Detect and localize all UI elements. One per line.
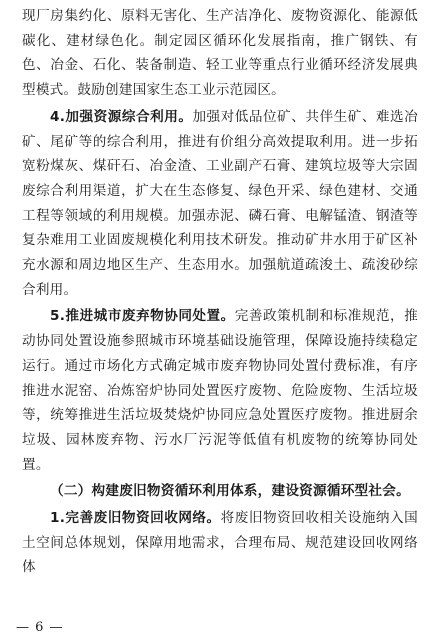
paragraph-lead-heading: 1.完善废旧物资回收网络。 — [50, 510, 221, 527]
paragraph-urban-waste — [22, 304, 418, 477]
paragraph-lead-heading: 5.推进城市废弃物协同处置。 — [50, 308, 235, 325]
page-number: — 6 — — [16, 620, 64, 635]
paragraph-text: 完善政策机制和标准规范，推动协同处置设施参照城市环境基础设施管理，保障设施持续稳定运行。通过市场化方式确定城市废弃物协同处置付费标准，有序推进水泥窑、冶炼窑炉协同处置医疗废物、危险废物、生活垃圾等，统筹推进生活垃圾焚烧炉协同应急处置医疗废物。推进厨余垃圾、园林废弃物、污水厂污泥等低值有机废物的统筹协同处置。 — [22, 308, 419, 473]
paragraph-text: 现厂房集约化、原料无害化、生产洁净化、废物资源化、能源低碳化、建材绿色化。制定园区循环化发展指南，推广钢铁、有色、冶金、石化、装备制造、轻工业等重点行业循环经济发展典型模式。鼓励创建国家生态工业示范园区。 — [22, 8, 418, 99]
paragraph-recycling-network — [22, 506, 418, 580]
paragraph-lead-heading: 4.加强资源综合利用。 — [50, 108, 193, 125]
paragraph-continuation — [22, 4, 418, 103]
paragraph-text: 加强对低品位矿、共伴生矿、难选冶矿、尾矿等的综合利用，推进有价组分高效提取利用。进一步拓宽粉煤灰、煤矸石、冶金渣、工业副产石膏、建筑垃圾等大宗固废综合利用渠道，扩大在生态修复、绿色开采、绿色建材、交通工程等领域的利用规模。加强赤泥、磷石膏、电解锰渣、钢渣等复杂难用工业固废规模化利用技术研发。推动矿井水用于矿区补充水源和周边地区生产、生态用水。加强航道疏浚土、疏浚砂综合利用。 — [22, 108, 419, 298]
paragraph-text: 将废旧物资回收相关设施纳入国土空间总体规划，保障用地需求，合理布局、规范建设回收网络体 — [22, 510, 419, 576]
section-heading — [22, 479, 418, 504]
paragraph-resource-utilization — [22, 105, 418, 303]
section-heading-text: （二）构建废旧物资循环利用体系，建设资源循环型社会。 — [50, 483, 410, 500]
